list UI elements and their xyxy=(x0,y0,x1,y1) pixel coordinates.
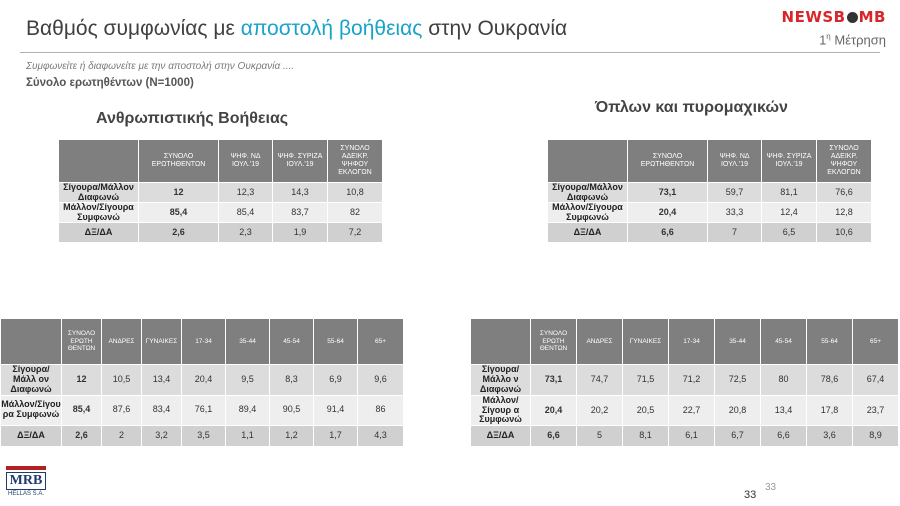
column-header: 17-34 xyxy=(669,319,715,365)
humanitarian-title: Ανθρωπιστικής Βοήθειας xyxy=(96,110,289,127)
table-cell: 20,4 xyxy=(182,365,226,396)
table-cell: 83,4 xyxy=(142,395,182,425)
title-part2: στην Ουκρανία xyxy=(422,17,568,40)
table-cell: 86 xyxy=(358,395,404,425)
table-cell: 4,3 xyxy=(358,425,404,446)
table-cell: 81,1 xyxy=(762,183,817,203)
table-cell: 2,3 xyxy=(219,223,273,243)
row-label: Σίγουρα/Μάλλον Διαφωνώ xyxy=(548,183,628,203)
table-cell: 10,6 xyxy=(817,223,872,243)
table-cell: 76,6 xyxy=(817,183,872,203)
table-cell: 10,5 xyxy=(102,365,142,396)
table-cell: 1,2 xyxy=(270,425,314,446)
table-cell: 13,4 xyxy=(142,365,182,396)
table-cell: 9,6 xyxy=(358,365,404,396)
table-cell: 6,7 xyxy=(715,426,761,447)
humanitarian-vote-table xyxy=(58,139,383,243)
column-header: 65+ xyxy=(358,319,404,365)
table-cell: 73,1 xyxy=(531,365,577,396)
table-cell: 6,9 xyxy=(314,365,358,396)
table-cell: 78,6 xyxy=(807,365,853,396)
table-cell: 7 xyxy=(708,223,762,243)
table-cell: 74,7 xyxy=(577,365,623,396)
table-cell: 73,1 xyxy=(628,183,708,203)
table-cell: 6,5 xyxy=(762,223,817,243)
table-cell: 1,1 xyxy=(226,425,270,446)
table-cell: 82 xyxy=(328,203,383,223)
row-label: Μάλλον/Σίγου ρα Συμφωνώ xyxy=(1,395,62,425)
table-cell: 85,4 xyxy=(219,203,273,223)
table-row xyxy=(548,183,872,203)
table-cell: 59,7 xyxy=(708,183,762,203)
table-cell: 3,2 xyxy=(142,425,182,446)
table-row xyxy=(1,425,404,446)
table-cell: 1,9 xyxy=(273,223,328,243)
row-label: Σίγουρα/Μάλλον Διαφωνώ xyxy=(59,183,139,203)
table-cell: 2,6 xyxy=(62,425,102,446)
measurement-sup: η xyxy=(826,32,831,41)
table-cell: 20,2 xyxy=(577,395,623,426)
table-cell: 12 xyxy=(62,365,102,396)
title-part1: Βαθμός συμφωνίας με xyxy=(26,17,241,40)
table-cell: 13,4 xyxy=(761,395,807,426)
column-header: 35-44 xyxy=(226,319,270,365)
table-cell: 20,4 xyxy=(628,203,708,223)
header-corner xyxy=(59,140,139,183)
table-row xyxy=(59,203,383,223)
measurement-text: Μέτρηση xyxy=(830,32,886,48)
row-label: Μάλλον/Σίγουρα Συμφωνώ xyxy=(548,203,628,223)
header-corner xyxy=(548,140,628,183)
table-cell: 20,5 xyxy=(623,395,669,426)
table-cell: 67,4 xyxy=(853,365,899,396)
header-divider xyxy=(20,52,880,53)
weapons-vote-table xyxy=(547,139,872,243)
logo-subtext: HELLAS S.A. xyxy=(7,491,45,497)
table-cell: 20,8 xyxy=(715,395,761,426)
table-cell: 8,3 xyxy=(270,365,314,396)
column-header: ΣΥΝΟΛΟ ΑΔΕΙΚΡ. ΨΗΦΟΥ ΕΚΛΟΓΩΝ xyxy=(817,140,872,183)
column-header: ΑΝΔΡΕΣ xyxy=(102,319,142,365)
column-header: ΨΗΦ. ΣΥΡΙΖΑ ΙΟΥΛ.'19 xyxy=(273,140,328,183)
brand-logo xyxy=(782,8,886,26)
table-cell: 83,7 xyxy=(273,203,328,223)
table-cell: 89,4 xyxy=(226,395,270,425)
table-row xyxy=(471,426,899,447)
column-header: ΣΥΝΟΛΟ ΑΔΕΙΚΡ. ΨΗΦΟΥ ΕΚΛΟΓΩΝ xyxy=(328,140,383,183)
table-row xyxy=(59,223,383,243)
base-text: Σύνολο ερωτηθέντων (N=1000) xyxy=(26,77,194,89)
table-cell: 8,1 xyxy=(623,426,669,447)
page-title xyxy=(26,17,567,41)
title-highlight: αποστολή βοήθειας xyxy=(240,17,423,40)
weapons-demographics-table xyxy=(470,318,899,447)
table-cell: 8,9 xyxy=(853,426,899,447)
table-cell: 5 xyxy=(577,426,623,447)
table-cell: 85,4 xyxy=(139,203,219,223)
row-label: Σίγουρα/Μάλλο ν Διαφωνώ xyxy=(471,365,531,396)
column-header: ΣΥΝΟΛΟ ΕΡΩΤΗ ΘΕΝΤΩΝ xyxy=(531,319,577,365)
table-row xyxy=(548,223,872,243)
column-header: ΓΥΝΑΙΚΕΣ xyxy=(142,319,182,365)
table-cell: 6,6 xyxy=(531,426,577,447)
table-cell: 91,4 xyxy=(314,395,358,425)
table-row xyxy=(1,395,404,425)
row-label: Μάλλον/Σίγουρα Συμφωνώ xyxy=(59,203,139,223)
table-cell: 87,6 xyxy=(102,395,142,425)
table-row xyxy=(548,203,872,223)
column-header: ΑΝΔΡΕΣ xyxy=(577,319,623,365)
table-row xyxy=(471,365,899,396)
table-cell: 33,3 xyxy=(708,203,762,223)
column-header: 55-64 xyxy=(314,319,358,365)
page-number: 33 xyxy=(744,489,757,501)
column-header: ΓΥΝΑΙΚΕΣ xyxy=(623,319,669,365)
table-cell: 6,1 xyxy=(669,426,715,447)
brand-text-1: NEWSB xyxy=(781,8,846,26)
table-cell: 3,6 xyxy=(807,426,853,447)
column-header: 17-34 xyxy=(182,319,226,365)
weapons-title: Όπλων και πυρομαχικών xyxy=(595,99,788,116)
table-cell: 71,5 xyxy=(623,365,669,396)
table-cell: 7,2 xyxy=(328,223,383,243)
column-header: 65+ xyxy=(853,319,899,365)
table-cell: 22,7 xyxy=(669,395,715,426)
logo-text: MRB xyxy=(6,472,46,490)
header-corner xyxy=(1,319,62,365)
table-cell: 80 xyxy=(761,365,807,396)
table-cell: 12,4 xyxy=(762,203,817,223)
header-corner xyxy=(471,319,531,365)
table-cell: 71,2 xyxy=(669,365,715,396)
table-cell: 20,4 xyxy=(531,395,577,426)
brand-text-2: MB xyxy=(858,8,886,26)
table-cell: 6,6 xyxy=(761,426,807,447)
column-header: ΣΥΝΟΛΟ ΕΡΩΤΗ ΘΕΝΤΩΝ xyxy=(62,319,102,365)
row-label: ΔΞ/ΔΑ xyxy=(59,223,139,243)
question-text: Συμφωνείτε ή διαφωνείτε με την αποστολή στην Ουκρανία .... xyxy=(26,61,295,72)
table-cell: 3,5 xyxy=(182,425,226,446)
table-row xyxy=(471,395,899,426)
humanitarian-demographics-table xyxy=(0,318,404,447)
row-label: ΔΞ/ΔΑ xyxy=(471,426,531,447)
table-cell: 10,8 xyxy=(328,183,383,203)
row-label: ΔΞ/ΔΑ xyxy=(1,425,62,446)
mrb-logo xyxy=(6,466,46,497)
table-cell: 12,3 xyxy=(219,183,273,203)
table-cell: 2 xyxy=(102,425,142,446)
table-row xyxy=(59,183,383,203)
table-cell: 12 xyxy=(139,183,219,203)
column-header: 55-64 xyxy=(807,319,853,365)
bomb-icon xyxy=(847,12,858,23)
row-label: Μάλλον/Σίγουρ α Συμφωνώ xyxy=(471,395,531,426)
table-cell: 6,6 xyxy=(628,223,708,243)
row-label: ΔΞ/ΔΑ xyxy=(548,223,628,243)
column-header: 45-54 xyxy=(761,319,807,365)
table-row xyxy=(1,365,404,396)
page-number-ghost: 33 xyxy=(765,482,777,493)
table-cell: 72,5 xyxy=(715,365,761,396)
column-header: ΨΗΦ. ΣΥΡΙΖΑ ΙΟΥΛ.'19 xyxy=(762,140,817,183)
measurement-label xyxy=(819,32,886,47)
table-cell: 2,6 xyxy=(139,223,219,243)
column-header: ΣΥΝΟΛΟ ΕΡΩΤΗΘΕΝΤΩΝ xyxy=(628,140,708,183)
column-header: 35-44 xyxy=(715,319,761,365)
table-cell: 1,7 xyxy=(314,425,358,446)
measurement-number: 1 xyxy=(819,32,827,48)
table-cell: 14,3 xyxy=(273,183,328,203)
table-cell: 9,5 xyxy=(226,365,270,396)
table-cell: 12,8 xyxy=(817,203,872,223)
column-header: ΨΗΦ. ΝΔ ΙΟΥΛ.'19 xyxy=(708,140,762,183)
table-cell: 76,1 xyxy=(182,395,226,425)
column-header: ΨΗΦ. ΝΔ ΙΟΥΛ.'19 xyxy=(219,140,273,183)
logo-bar xyxy=(6,466,46,470)
table-cell: 17,8 xyxy=(807,395,853,426)
table-cell: 23,7 xyxy=(853,395,899,426)
table-cell: 85,4 xyxy=(62,395,102,425)
row-label: Σίγουρα/Μάλλ ον Διαφωνώ xyxy=(1,365,62,396)
column-header: 45-54 xyxy=(270,319,314,365)
table-cell: 90,5 xyxy=(270,395,314,425)
column-header: ΣΥΝΟΛΟ ΕΡΩΤΗΘΕΝΤΩΝ xyxy=(139,140,219,183)
